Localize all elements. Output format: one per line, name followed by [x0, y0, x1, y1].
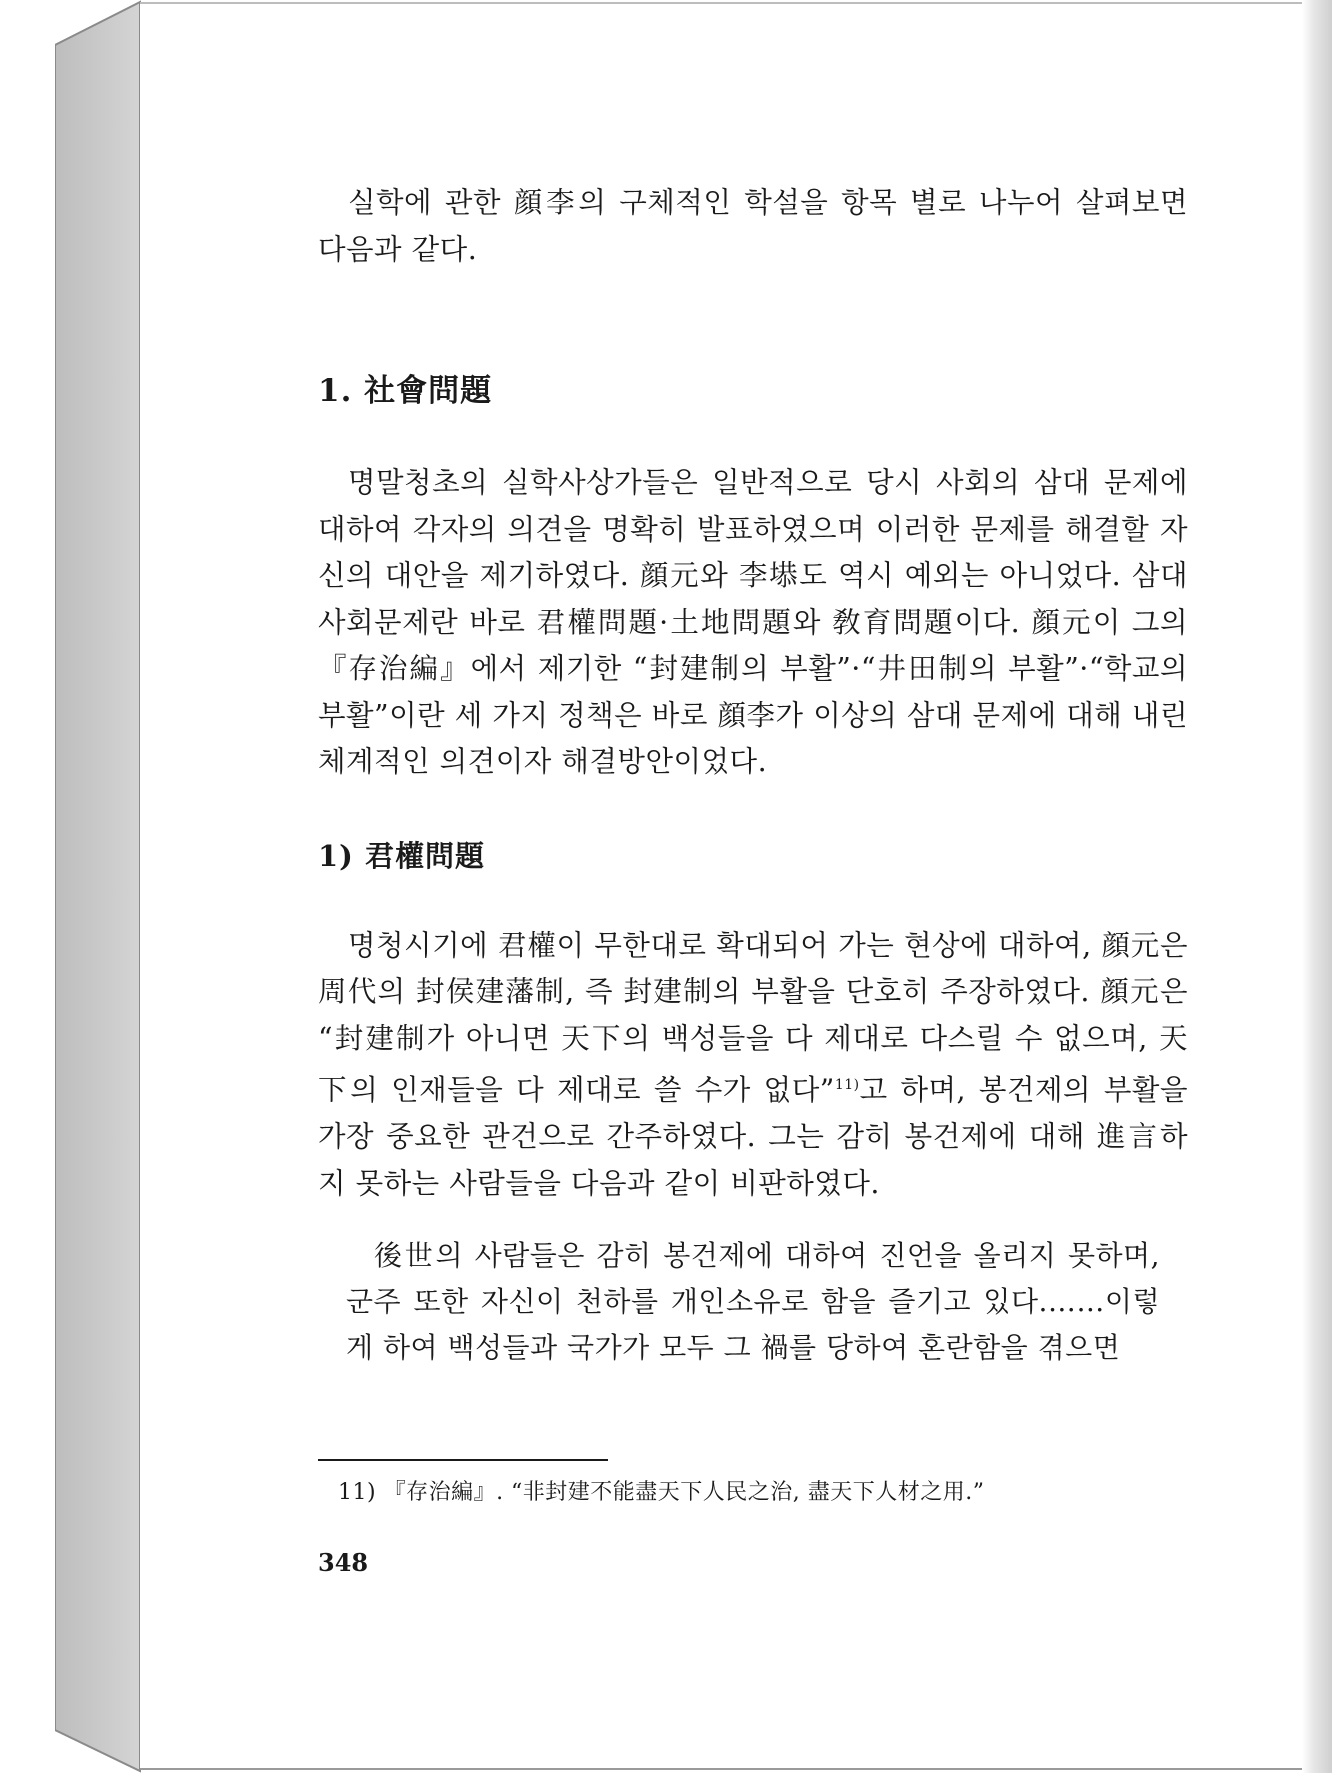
paragraph-monarch-power-text-2: 고 하며, 봉건제의 부활을 가장 중요한 관건으로 간주하였다. 그는 감히 봉건제에 대해 進言하지 못하는 사람들을 다음과 같이 비판하였다. — [318, 1073, 1188, 1200]
block-quote: 後世의 사람들은 감히 봉건제에 대하여 진언을 올리지 못하며, 군주 또한 자신이 천하를 개인소유로 함을 즐기고 있다.……이렇게 하여 백성들과 국가가 모두 그 禍를 당하여 혼란함을 겪으면 — [346, 1239, 1160, 1364]
footnote: 11) 『存治編』. “非封建不能盡天下人民之治, 盡天下人材之用.” — [338, 1480, 985, 1505]
subsection-heading: 1) 君權問題 — [318, 838, 485, 873]
footnote-divider — [318, 1459, 608, 1461]
footnote-marker: 11) — [834, 1077, 860, 1093]
page-number: 348 — [318, 1548, 369, 1577]
book-spine — [55, 0, 145, 1773]
paragraph-social-problems: 명말청초의 실학사상가들은 일반적으로 당시 사회의 삼대 문제에 대하여 각자의 의견을 명확히 발표하였으며 이러한 문제를 해결할 자신의 대안을 제기하였다. 顔元와 李塨도 역시 예외는 아니었다. 삼대 사회문제란 바로 君權問題·土地問題와 敎育問題이다. 顔元이 그의 『存治編』에서 제기한 “封建制의 부활”·“井田制의 부활”·“학교의 부활”이란 세 가지 정책은 바로 顔李가 이상의 삼대 문제에 대해 내린 체계적인 의견이자 해결방안이었다. — [318, 466, 1188, 778]
page-content — [318, 180, 1188, 1371]
page-edge-shadow — [1302, 0, 1332, 1773]
intro-paragraph: 실학에 관한 顔李의 구체적인 학설을 항목 별로 나누어 살펴보면 다음과 같다. — [318, 186, 1188, 266]
section-heading: 1. 社會問題 — [318, 373, 493, 409]
book-spine-shape — [55, 0, 145, 1773]
paragraph-monarch-power — [318, 923, 1188, 1208]
paragraph-monarch-power-text-1: 명청시기에 君權이 무한대로 확대되어 가는 현상에 대하여, 顔元은 周代의 封侯建藩制, 즉 封建制의 부활을 단호히 주장하였다. 顔元은 “封建制가 아니면 天下의 백성들을 다 제대로 다스릴 수 없으며, 天下의 인재들을 다 제대로 쓸 수가 없다” — [318, 928, 1188, 1107]
